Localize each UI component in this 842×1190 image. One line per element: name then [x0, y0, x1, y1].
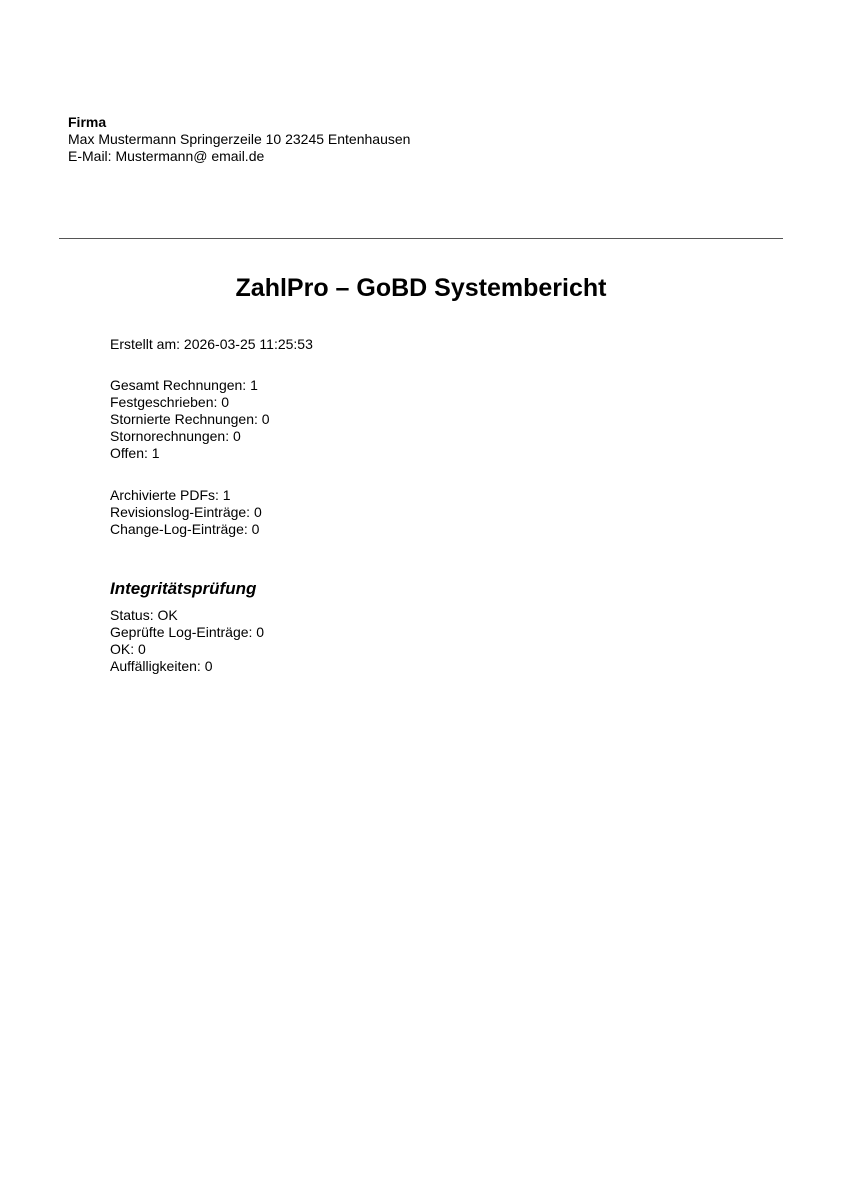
stat-open: Offen: 1 [110, 445, 160, 461]
stat-total-invoices: Gesamt Rechnungen: 1 [110, 377, 258, 393]
integrity-heading: Integritätsprüfung [110, 579, 257, 598]
stat-revision-log: Revisionslog-Einträge: 0 [110, 504, 262, 520]
header-divider [59, 238, 783, 239]
integrity-status: Status: OK [110, 607, 178, 623]
company-header [68, 114, 410, 165]
integrity-ok: OK: 0 [110, 641, 146, 657]
created-timestamp [110, 336, 313, 353]
stat-finalized: Festgeschrieben: 0 [110, 394, 230, 410]
archive-stats [110, 487, 262, 538]
integrity-anomalies: Auffälligkeiten: 0 [110, 658, 213, 674]
company-email: E-Mail: Mustermann@ email.de [68, 148, 265, 164]
integrity-checked-entries: Geprüfte Log-Einträge: 0 [110, 624, 265, 640]
stat-cancellation-invoices: Stornorechnungen: 0 [110, 428, 241, 444]
company-heading: Firma [68, 114, 107, 130]
report-title: ZahlPro – GoBD Systembericht [235, 274, 607, 302]
created-line: Erstellt am: 2026-03-25 11:25:53 [110, 336, 313, 352]
integrity-stats [110, 607, 264, 675]
stat-cancelled-invoices: Stornierte Rechnungen: 0 [110, 411, 270, 427]
stat-archived-pdfs: Archivierte PDFs: 1 [110, 487, 231, 503]
stat-change-log: Change-Log-Einträge: 0 [110, 521, 260, 537]
company-address: Max Mustermann Springerzeile 10 23245 Entenhausen [68, 131, 411, 147]
invoice-stats [110, 377, 270, 462]
